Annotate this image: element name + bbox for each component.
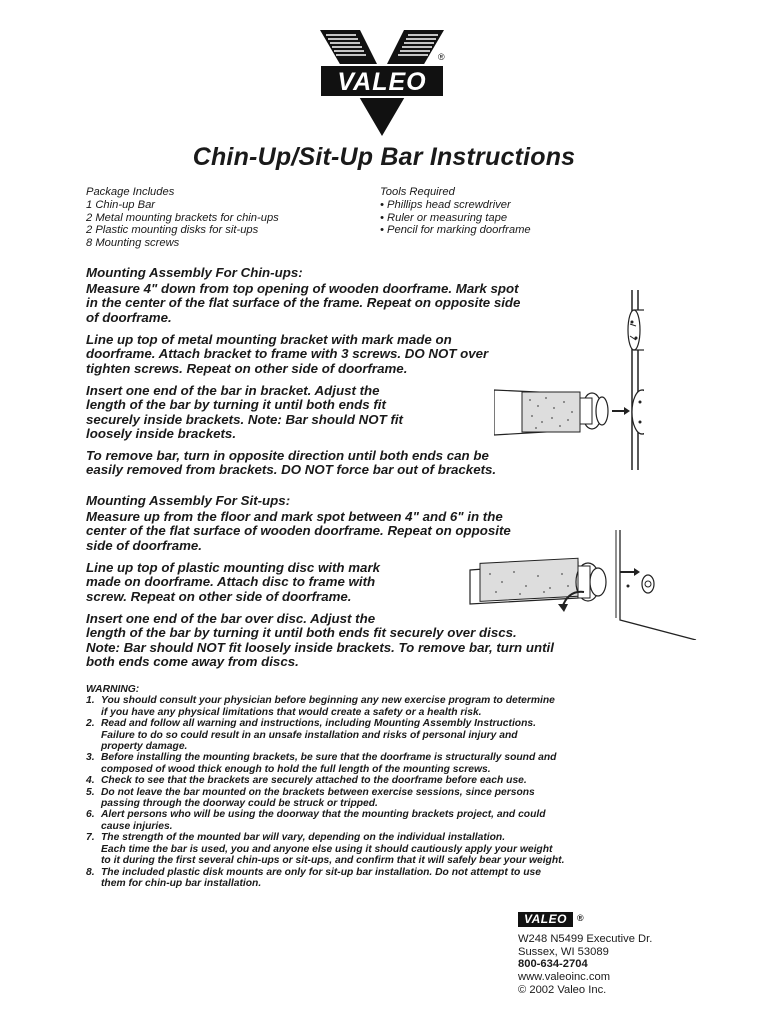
text-line: made on doorframe. Attach disc to frame with [86, 574, 376, 590]
text-line: doorframe. Attach bracket to frame with 3 screws. DO NOT over [86, 346, 489, 362]
text-line: Before installing the mounting brackets, be sure that the doorframe is structurally sound and [101, 752, 557, 764]
text-line: length of the bar by turning it until both ends fit [86, 397, 386, 413]
text-line: screw. Repeat on other side of doorframe. [86, 588, 352, 604]
registered-mark: ® [438, 52, 445, 62]
chinups-step-1 [86, 282, 520, 325]
text-line: securely inside brackets. Note: Bar should NOT fit [86, 411, 403, 427]
chinups-step-4 [86, 449, 496, 478]
text-line: to it during the first several chin-ups or sit-ups, and confirm that it will safely bear your weight. [101, 855, 565, 867]
tools-heading: Tools Required [380, 186, 455, 198]
text-line: Insert one end of the bar in bracket. Adjust the [86, 383, 380, 398]
warning-item [86, 809, 564, 832]
text-line: Alert persons who will be using the doorway that the mounting brackets project, and could [101, 809, 546, 821]
warning-number: 8. [86, 866, 95, 878]
text-line: The strength of the mounted bar will vary, depending on the individual installation. [101, 832, 506, 844]
warning-number: 7. [86, 832, 95, 844]
tools-item: • Phillips head screwdriver [380, 198, 511, 211]
logo-text: VALEO [337, 68, 427, 96]
text-line: cause injuries. [101, 820, 173, 832]
warning-number: 3. [86, 752, 95, 764]
text-line: Note: Bar should NOT fit loosely inside brackets. To remove bar, turn until [86, 639, 554, 655]
text-line: Each time the bar is used, you and anyone else using it should cautiously apply your weight [101, 843, 553, 855]
situps-step-1 [86, 510, 511, 553]
warning-item [86, 775, 564, 786]
warning-item [86, 752, 564, 775]
company-address-block [518, 912, 652, 997]
text-line: tighten screws. Repeat on other side of doorframe. [86, 360, 408, 376]
page-title: Chin-Up/Sit-Up Bar Instructions [192, 143, 576, 171]
text-line: Line up top of metal mounting bracket with mark made on [86, 332, 452, 347]
tools-item: • Pencil for marking doorframe [380, 224, 531, 237]
warning-item [86, 867, 564, 890]
text-line: side of doorframe. [86, 537, 202, 553]
situps-heading: Mounting Assembly For Sit-ups: [86, 493, 291, 508]
package-item: 1 Chin-up Bar [86, 198, 156, 211]
text-line: You should consult your physician before beginning any new exercise program to determine [101, 695, 555, 707]
chinups-heading: Mounting Assembly For Chin-ups: [86, 265, 303, 280]
package-item: 8 Mounting screws [86, 237, 180, 250]
warning-heading: WARNING: [86, 684, 140, 695]
footer-logo: VALEO [518, 912, 573, 927]
text-line: if you have any physical limitations that would create a safety or a health risk. [101, 706, 482, 718]
warning-item [86, 832, 564, 866]
text-line: Insert one end of the bar over disc. Adjust the [86, 611, 376, 626]
warning-number: 6. [86, 809, 95, 821]
text-line: them for chin-up bar installation. [101, 877, 262, 889]
text-line: The included plastic disk mounts are only for sit-up bar installation. Do not attempt to use [101, 866, 541, 878]
warning-item [86, 718, 564, 752]
text-line: loosely inside brackets. [86, 426, 237, 442]
text-line: easily removed from brackets. DO NOT force bar out of brackets. [86, 462, 497, 478]
tools-required-list [380, 186, 531, 237]
text-line: Failure to do so could result in an unsafe installation and risks of personal injury and [101, 729, 518, 741]
website: www.valeoinc.com [518, 971, 611, 984]
address-line-1: W248 N5499 Executive Dr. [518, 932, 653, 945]
package-item: 2 Metal mounting brackets for chin-ups [86, 211, 279, 224]
phone-number: 800-634-2704 [518, 958, 588, 971]
warning-item [86, 787, 564, 810]
text-line: Measure up from the floor and mark spot between 4" and 6" in the [86, 509, 503, 524]
text-line: property damage. [101, 741, 188, 753]
text-line: To remove bar, turn in opposite direction until both ends can be [86, 448, 489, 463]
warning-section [86, 684, 564, 889]
chinups-step-2 [86, 333, 488, 376]
chinups-step-3 [86, 384, 403, 442]
situp-disc-illustration [468, 530, 698, 640]
warning-number: 5. [86, 786, 95, 798]
package-item: 2 Plastic mounting disks for sit-ups [86, 224, 259, 237]
text-line: Do not leave the bar mounted on the brackets between exercise sessions, since persons [101, 786, 535, 798]
text-line: both ends come away from discs. [86, 654, 299, 670]
text-line: composed of wood thick enough to hold the full length of the mounting screws. [101, 763, 491, 775]
valeo-logo [318, 28, 446, 138]
text-line: passing through the doorway could be struck or tripped. [101, 798, 378, 810]
copyright: © 2002 Valeo Inc. [518, 983, 607, 996]
text-line: Line up top of plastic mounting disc with mark [86, 560, 381, 575]
address-line-2: Sussex, WI 53089 [518, 945, 609, 958]
situps-step-2 [86, 561, 380, 604]
text-line: in the center of the flat surface of the frame. Repeat on opposite side [86, 295, 521, 311]
chinup-bracket-illustration [494, 290, 644, 470]
tools-item: • Ruler or measuring tape [380, 211, 508, 224]
text-line: of doorframe. [86, 309, 172, 325]
warning-number: 4. [86, 775, 95, 787]
warning-number: 1. [86, 695, 95, 707]
text-line: center of the flat surface of wooden doorframe. Repeat on opposite [86, 523, 511, 539]
text-line: length of the bar by turning it until both ends fit securely over discs. [86, 625, 517, 641]
registered-mark: ® [576, 913, 584, 923]
package-includes-list [86, 186, 279, 250]
warning-number: 2. [86, 718, 95, 730]
package-heading: Package Includes [86, 186, 175, 198]
warning-item [86, 695, 564, 718]
text-line: Check to see that the brackets are securely attached to the doorframe before each use. [101, 775, 527, 787]
text-line: Read and follow all warning and instructions, including Mounting Assembly Instructions. [101, 718, 536, 730]
text-line: Measure 4" down from top opening of wooden doorframe. Mark spot [86, 281, 519, 296]
